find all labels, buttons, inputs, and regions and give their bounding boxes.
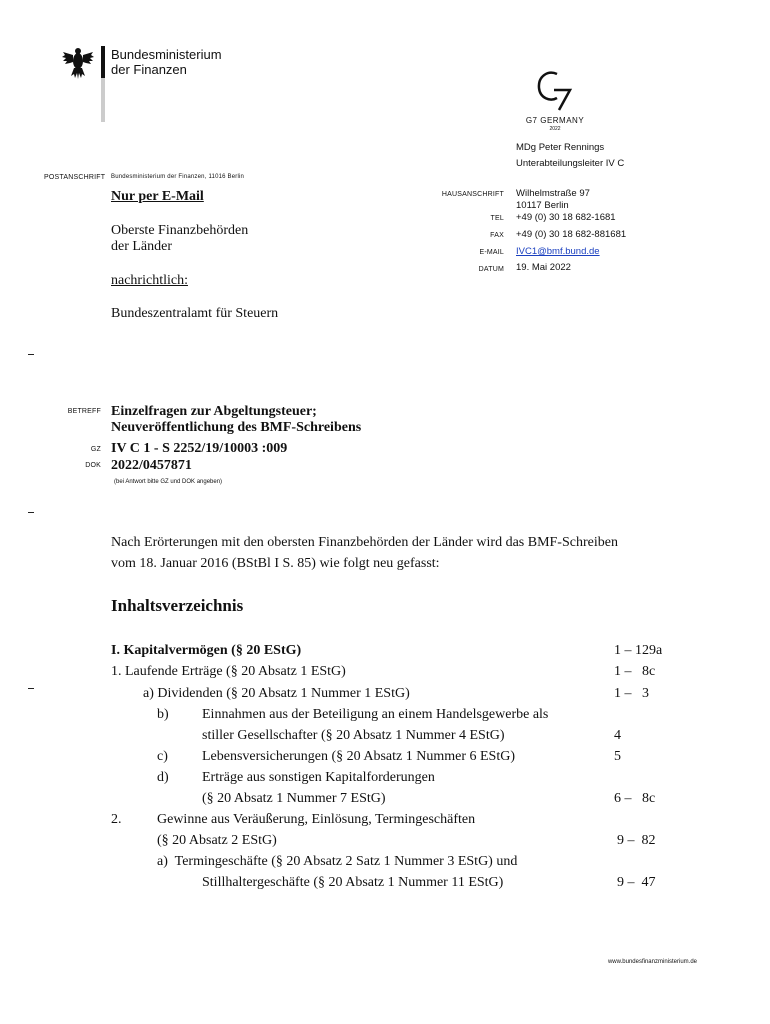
- sender-role: Unterabteilungsleiter IV C: [516, 158, 625, 169]
- toc-entry-termingeschaefte: a) Termingeschäfte (§ 20 Absatz 2 Satz 1 Nummer 3 EStG) und: [157, 854, 518, 869]
- logo-divider: [101, 46, 105, 78]
- fax-label: FAX: [490, 232, 504, 239]
- toc-entry-veraeusserung: Gewinne aus Veräußerung, Einlösung, Termingeschäften: [157, 812, 476, 827]
- toc-entry-stillhaltergeschaefte: Stillhaltergeschäfte (§ 20 Absatz 1 Nummer 11 EStG): [202, 875, 504, 890]
- hausanschrift-line1: Wilhelmstraße 97: [516, 188, 590, 199]
- fold-mark-2: [28, 512, 34, 513]
- tel-value: +49 (0) 30 18 682-1681: [516, 212, 616, 223]
- hausanschrift-line2: 10117 Berlin: [516, 200, 569, 211]
- toc-number: 1 – 3: [614, 686, 649, 701]
- toc-marker: d): [157, 770, 169, 785]
- toc-marker: b): [157, 707, 169, 722]
- toc-title: Inhaltsverzeichnis: [111, 596, 244, 615]
- email-link[interactable]: IVC1@bmf.bund.de: [516, 246, 600, 257]
- toc-entry-lebensversicherungen: Lebensversicherungen (§ 20 Absatz 1 Nummer 6 EStG): [202, 749, 515, 764]
- postanschrift-value: Bundesministerium der Finanzen, 11016 Berlin: [111, 174, 245, 180]
- intro-line1: Nach Erörterungen mit den obersten Finanzbehörden der Länder wird das BMF-Schreiben: [111, 535, 618, 550]
- datum-value: 19. Mai 2022: [516, 262, 571, 273]
- toc-entry-dividenden: a) Dividenden (§ 20 Absatz 1 Nummer 1 EStG): [143, 686, 410, 701]
- ministry-name: [111, 47, 222, 77]
- fax-value: +49 (0) 30 18 682-881681: [516, 229, 627, 240]
- federal-eagle-logo: [62, 46, 94, 80]
- delivery-mode: Nur per E-Mail: [111, 189, 204, 204]
- fold-mark-1: [28, 354, 34, 355]
- toc-marker: 2.: [111, 812, 122, 827]
- g7-year: 2022: [549, 126, 561, 132]
- hausanschrift-label: HAUSANSCHRIFT: [441, 191, 504, 198]
- gz-label: GZ: [90, 446, 101, 453]
- toc-number: 1 – 8c: [614, 664, 656, 679]
- toc-entry-text: I. Kapitalvermögen (§ 20 EStG): [111, 643, 302, 658]
- tel-label: TEL: [490, 215, 504, 222]
- toc-number: 1 – 129a: [614, 643, 663, 658]
- datum-label: DATUM: [478, 266, 504, 273]
- toc-entry-stiller-gesellschafter: stiller Gesellschafter (§ 20 Absatz 1 Nummer 4 EStG): [202, 728, 505, 743]
- toc-entry-absatz-2: (§ 20 Absatz 2 EStG): [157, 833, 277, 848]
- toc-number: 9 – 47: [617, 875, 656, 890]
- toc-entry-nummer-7: (§ 20 Absatz 1 Nummer 7 EStG): [202, 791, 386, 806]
- toc-number: 5: [614, 749, 621, 764]
- toc-number: 4: [614, 728, 621, 743]
- recipient-line1: Oberste Finanzbehörden: [111, 223, 249, 238]
- ministry-name-line1: Bundesministerium: [111, 47, 222, 62]
- betreff-label: BETREFF: [67, 408, 101, 415]
- email-label: E-MAIL: [479, 249, 504, 256]
- intro-line2: vom 18. Januar 2016 (BStBl I S. 85) wie folgt neu gefasst:: [111, 556, 440, 571]
- g7-label: G7 GERMANY: [525, 116, 585, 125]
- fold-mark-3: [28, 688, 34, 689]
- cc-recipient: Bundeszentralamt für Steuern: [111, 306, 279, 321]
- toc-entry-laufende-ertraege: 1. Laufende Erträge (§ 20 Absatz 1 EStG): [111, 664, 346, 679]
- postanschrift-label: POSTANSCHRIFT: [44, 174, 106, 181]
- betreff-line1: Einzelfragen zur Abgeltungsteuer;: [111, 404, 317, 419]
- recipient-line2: der Länder: [111, 239, 173, 254]
- toc-entry-handelsgewerbe: Einnahmen aus der Beteiligung an einem Handelsgewerbe als: [202, 707, 549, 722]
- toc-number: 9 – 82: [617, 833, 656, 848]
- toc-marker: c): [157, 749, 168, 764]
- ministry-name-line2: der Finanzen: [111, 62, 187, 77]
- g7-logo: [530, 68, 580, 112]
- dok-label: DOK: [85, 462, 101, 469]
- sender-name: MDg Peter Rennings: [516, 142, 605, 153]
- toc-entry-kapitalforderungen: Erträge aus sonstigen Kapitalforderungen: [202, 770, 435, 785]
- gz-value: IV C 1 - S 2252/19/10003 :009: [111, 441, 288, 456]
- toc-entry-kapitalvermoegen: [111, 643, 301, 659]
- cc-label: nachrichtlich:: [111, 273, 188, 288]
- dok-value: 2022/0457871: [111, 458, 192, 473]
- reference-note: (bei Antwort bitte GZ und DOK angeben): [114, 479, 223, 485]
- betreff-line2: Neuveröffentlichung des BMF-Schreibens: [111, 420, 362, 435]
- logo-divider-gray: [101, 78, 105, 122]
- footer-website: www.bundesfinanzministerium.de: [607, 959, 697, 965]
- toc-number: 6 – 8c: [614, 791, 656, 806]
